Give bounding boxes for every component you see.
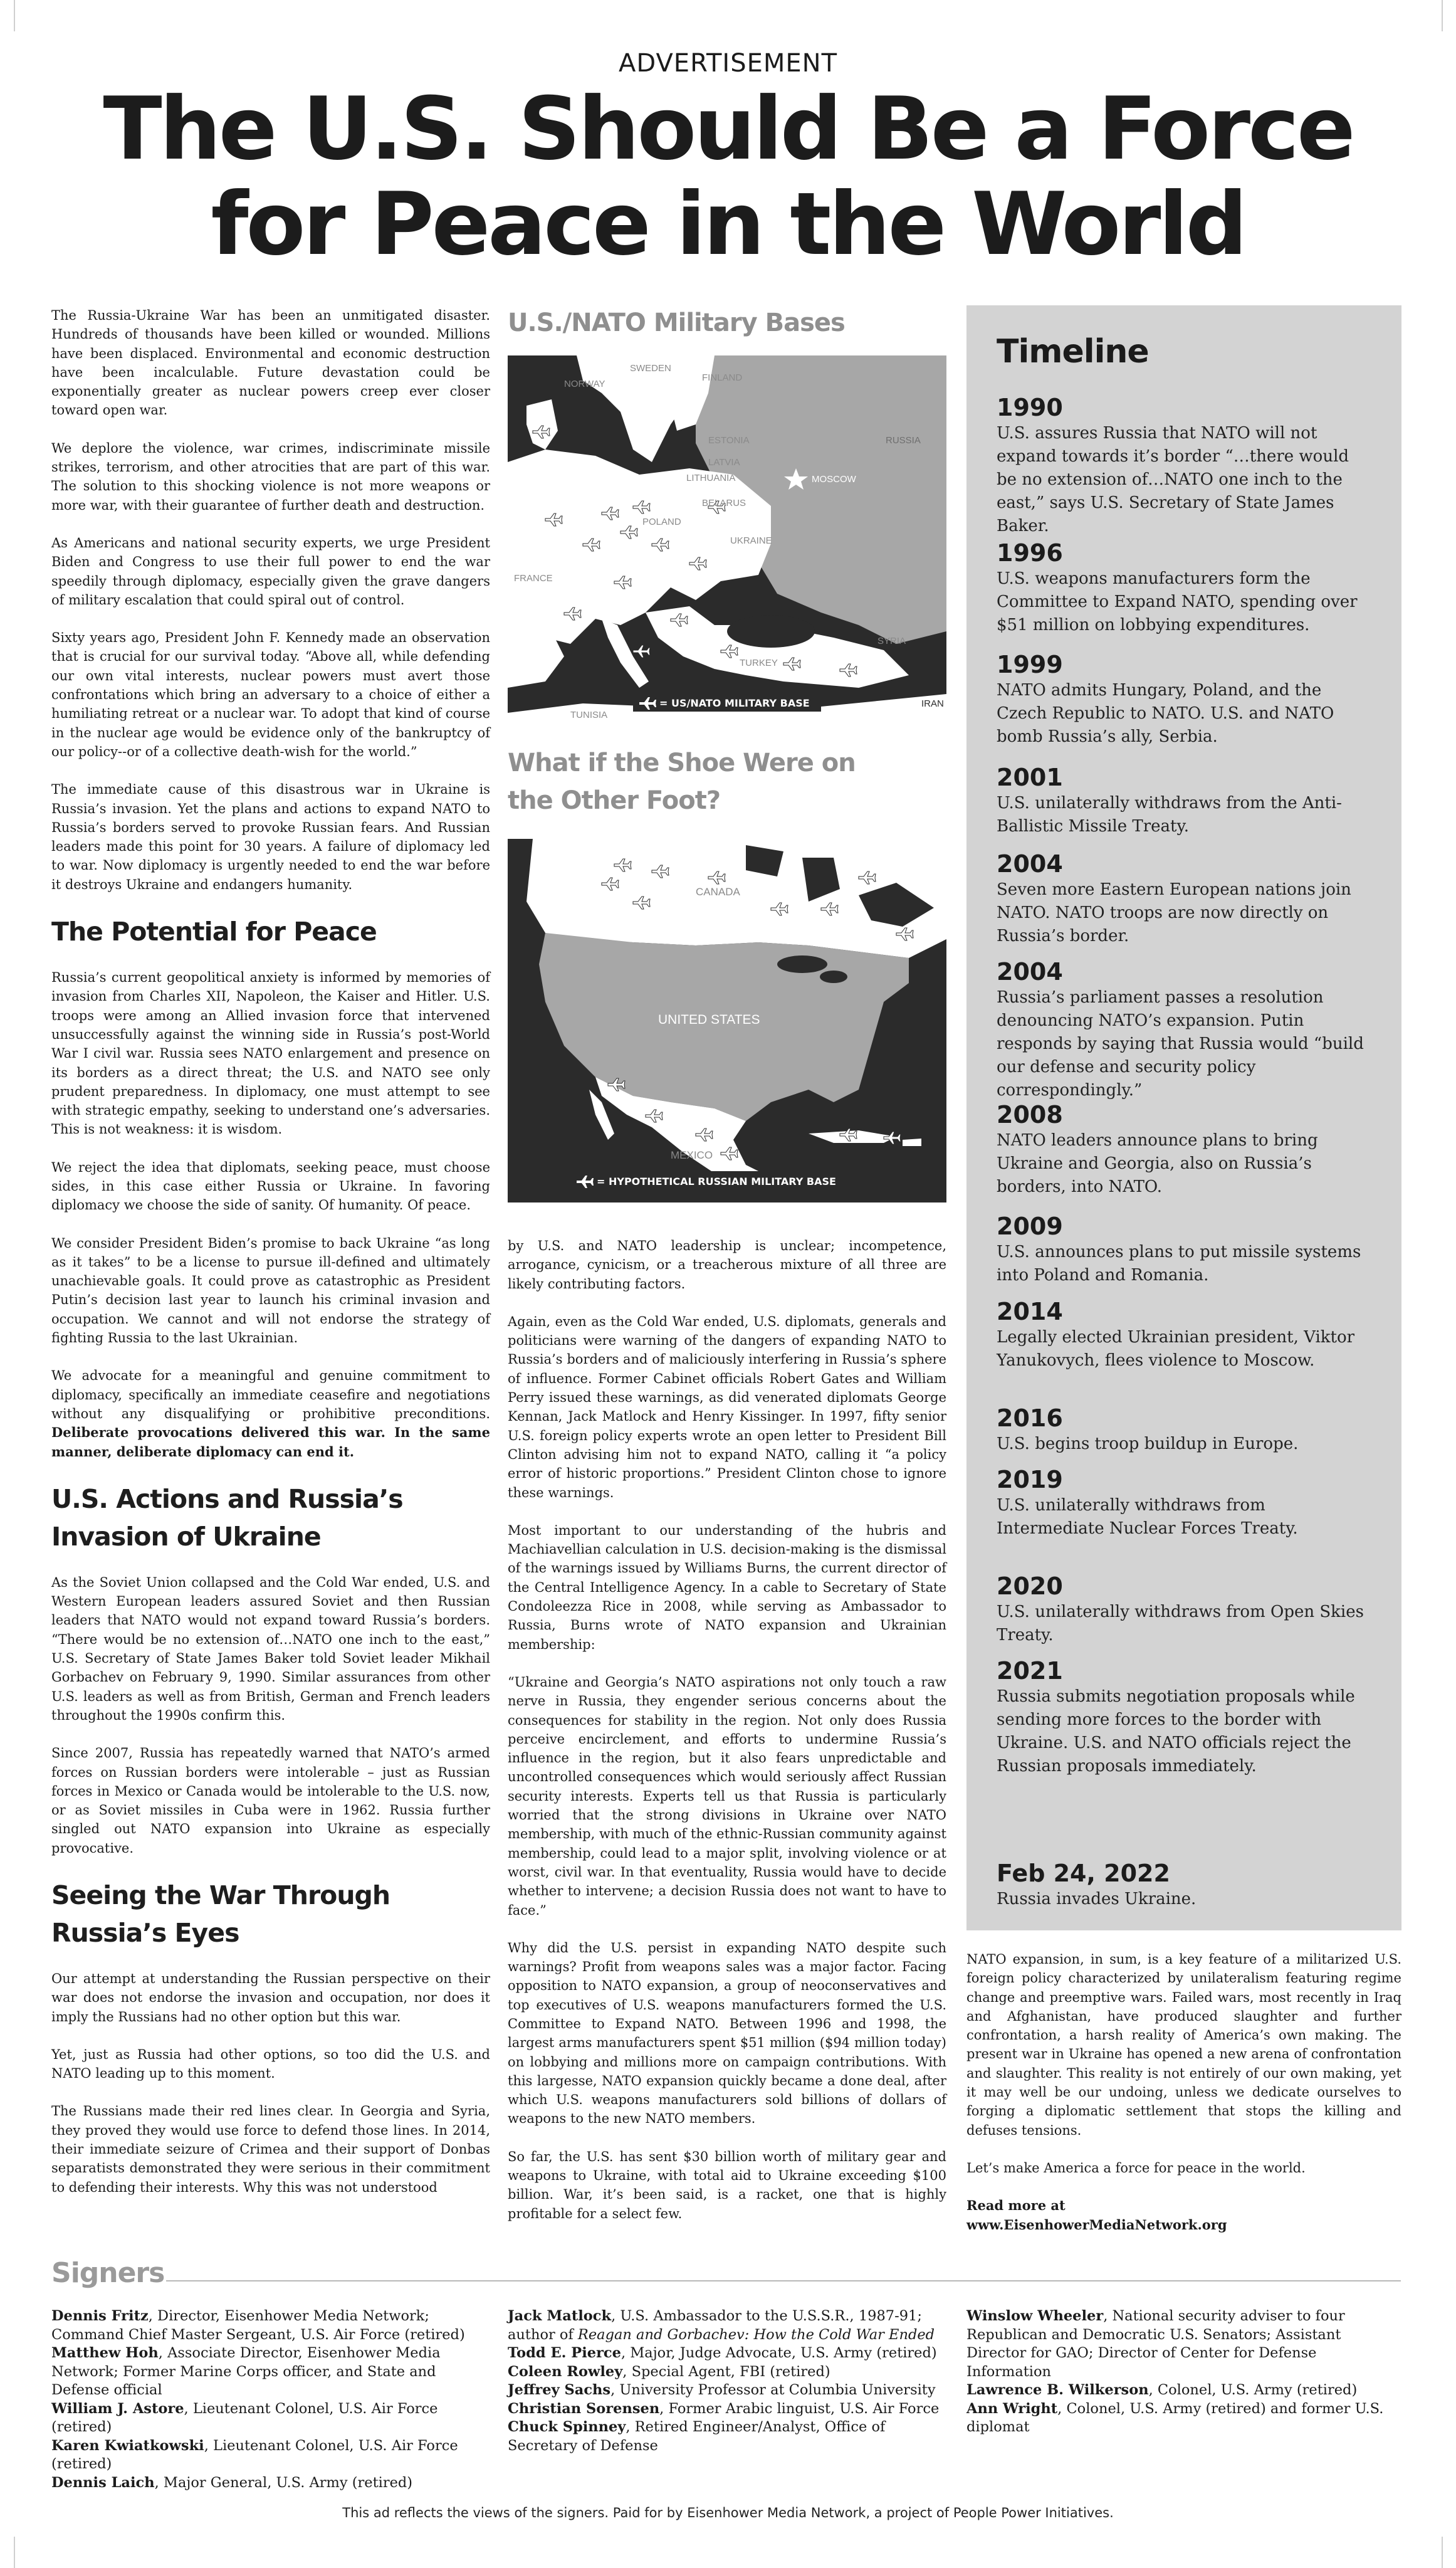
left-column bbox=[51, 306, 490, 2216]
map-label: ESTONIA bbox=[708, 435, 750, 446]
map-europe-nato-bases bbox=[508, 355, 946, 725]
middle-column bbox=[508, 1236, 946, 2242]
signer-name: Karen Kwiatkowski bbox=[51, 2437, 204, 2454]
timeline-year: 2001 bbox=[997, 764, 1063, 791]
headline-line-2: for Peace in the World bbox=[211, 174, 1245, 275]
signer-title: , Associate Director, Eisenhower Media Network; Former Marine Corps officer, and State and Defense official bbox=[51, 2345, 441, 2398]
signer-name: William J. Astore bbox=[51, 2400, 184, 2417]
timeline-year: 1999 bbox=[997, 651, 1063, 678]
timeline-item bbox=[997, 1212, 1373, 1287]
quote-paragraph: “Ukraine and Georgia’s NATO aspirations not only touch a raw nerve in Russia, they engender serious concerns about the consequences for stability in the region. Not only does Russia perceive encirclement, and efforts to undermine Russia’s influence in the region, but it also fears unpredictable and uncontrolled consequences which would seriously affect Russian security interests. Experts tell us that Russia is particularly worried that the strong divisions in Ukraine over NATO membership, with much of the ethnic-Russian community against membership, could lead to a major split, involving violence or at worst, civil war. In that eventuality, Russia would have to decide whether to intervene; a decision Russia does not want to have to face.” bbox=[508, 1674, 946, 1918]
body-paragraph: The immediate cause of this disastrous war in Ukraine is Russia’s invasion. Yet the plans and actions to expand NATO to Russia’s borders served to provoke Russian fears. And Russian leaders made this point for 30 years. A failure of diplomacy led to war. Now diplomacy is urgently needed to end the war before it destroys Ukraine and endangers humanity. bbox=[51, 782, 490, 892]
signer-title: , Major General, U.S. Army (retired) bbox=[154, 2474, 413, 2491]
signer-entry bbox=[51, 2344, 490, 2400]
timeline-text: U.S. weapons manufacturers form the Committee to Expand NATO, spending over $51 million on lobbying expenditures. bbox=[997, 569, 1358, 634]
body-paragraph: So far, the U.S. has sent $30 billion worth of military gear and weapons to Ukraine, with total aid to Ukraine exceeding $100 billion. War, it’s been said, is a racket, one that is highly profitable for a select few. bbox=[508, 2149, 946, 2221]
map-legend-text: = US/NATO MILITARY BASE bbox=[659, 697, 810, 709]
north-america-map-graphic bbox=[508, 839, 946, 1202]
timeline-year: 2019 bbox=[997, 1466, 1063, 1493]
signer-title: , Major, Judge Advocate, U.S. Army (retired) bbox=[621, 2345, 937, 2361]
body-paragraph: Russia’s current geopolitical anxiety is informed by memories of invasion from Charles XII, Napoleon, the Kaiser and Hitler. U.S. troops were among an Allied invasion force that intervened unsuccessfully against the winning side in Russia’s post-World War I civil war. Russia sees NATO enlargement and presence on its borders as a direct threat; the U.S. and NATO see only prudent preparedness. In diplomacy, one must attempt to see with strategic empathy, seeking to understand one’s adversaries. This is not weakness: it is wisdom. bbox=[51, 970, 490, 1137]
signer-name: Lawrence B. Wilkerson bbox=[966, 2382, 1149, 2398]
map-label: NORWAY bbox=[564, 379, 605, 389]
signer-name: Christian Sorensen bbox=[508, 2400, 660, 2417]
signer-name: Jeffrey Sachs bbox=[508, 2382, 611, 2398]
signer-name: Winslow Wheeler bbox=[966, 2308, 1104, 2324]
body-paragraph: Most important to our understanding of the hubris and Machiavellian calculation in U.S. decision-making is the dismissal of the warnings issued by Williams Burns, the current director of the Central Intelligence Agency. In a cable to Secretary of State Condoleezza Rice in 2008, while serving as Ambassador to Russia, Burns wrote of NATO expansion and Ukrainian membership: bbox=[508, 1522, 946, 1652]
signer-name: Dennis Fritz bbox=[51, 2308, 149, 2324]
timeline-item bbox=[997, 763, 1373, 838]
signer-entry bbox=[966, 2381, 1401, 2400]
timeline-year: 2016 bbox=[997, 1404, 1063, 1432]
signer-entry bbox=[508, 2400, 946, 2419]
bold-statement: Deliberate provocations delivered this war. In the same manner, deliberate diplomacy can end it. bbox=[51, 1424, 490, 1460]
body-paragraph: We deplore the violence, war crimes, indiscriminate missile strikes, terrorism, and other atrocities that are part of this war. The solution to this shocking violence is not more weapons or more war, with their guarantee of further death and destruction. bbox=[51, 440, 490, 513]
timeline-text: Russia’s parliament passes a resolution denouncing NATO’s expansion. Putin responds by saying that Russia would “build our defense and security policy correspondingly.” bbox=[997, 988, 1364, 1100]
signer-name: Dennis Laich bbox=[51, 2474, 155, 2491]
body-paragraph: Our attempt at understanding the Russian perspective on their war does not endorse the invasion and occupation, nor does it imply the Russians had no other option but this war. bbox=[51, 1971, 490, 2024]
timeline-year: 2014 bbox=[997, 1298, 1063, 1325]
signer-title: , Lieutenant Colonel, U.S. Air Force (retired) bbox=[51, 2400, 438, 2435]
timeline-text: Legally elected Ukrainian president, Viktor Yanukovych, flees violence to Moscow. bbox=[997, 1328, 1355, 1370]
read-more bbox=[966, 2196, 1401, 2234]
timeline-text: Russia invades Ukraine. bbox=[997, 1890, 1197, 1908]
signers-divider bbox=[166, 2280, 1401, 2281]
signer-name: Coleen Rowley bbox=[508, 2363, 623, 2380]
map-label: UKRAINE bbox=[730, 535, 772, 546]
timeline-year: 2008 bbox=[997, 1101, 1063, 1129]
signer-entry bbox=[51, 2437, 490, 2474]
body-paragraph: As the Soviet Union collapsed and the Cold War ended, U.S. and Western European leaders assured Soviet and then Russian leaders that NATO would not expand toward Russia’s borders. “There would be no extension of…NATO one inch to the east,” U.S. Secretary of State James Baker told Soviet leader Mikhail Gorbachev on February 9, 1990. Similar assurances from other U.S. leaders as well as from British, German and French leaders throughout the 1990s confirm this. bbox=[51, 1574, 490, 1723]
signer-entry bbox=[508, 2363, 946, 2382]
page-headline bbox=[0, 78, 1456, 275]
signer-entry bbox=[508, 2381, 946, 2400]
signer-name: Jack Matlock bbox=[508, 2308, 612, 2324]
signer-title: , Special Agent, FBI (retired) bbox=[622, 2363, 830, 2380]
signer-title: , Former Arabic linguist, U.S. Air Force bbox=[659, 2400, 940, 2417]
map-label: CANADA bbox=[696, 886, 740, 898]
timeline-year: 1996 bbox=[997, 539, 1063, 567]
footer-disclaimer: This ad reflects the views of the signers. Paid for by Eisenhower Media Network, a project of People Power Initiatives. bbox=[342, 2505, 1114, 2520]
website-link[interactable]: www.EisenhowerMediaNetwork.org bbox=[966, 2216, 1227, 2233]
right-column bbox=[966, 1950, 1401, 2253]
signer-name: Chuck Spinney bbox=[508, 2419, 626, 2435]
timeline-text: U.S. unilaterally withdraws from the Anti-Ballistic Missile Treaty. bbox=[997, 794, 1342, 836]
signer-title: , Colonel, U.S. Army (retired) bbox=[1148, 2382, 1358, 2398]
timeline-item bbox=[997, 1656, 1373, 1778]
signer-title: , National security adviser to four Republican and Democratic U.S. Senators; Assistant Director for GAO; Director of Center for Defense Information bbox=[966, 2308, 1345, 2380]
signer-entry bbox=[51, 2400, 490, 2437]
map-north-america-hypothetical bbox=[508, 839, 946, 1202]
map-label: IRAN bbox=[921, 698, 944, 709]
signers-heading: Signers bbox=[51, 2257, 165, 2289]
map-label: FRANCE bbox=[514, 573, 553, 584]
signer-entry bbox=[508, 2344, 946, 2363]
map-label: RUSSIA bbox=[886, 435, 921, 446]
book-title: Reagan and Gorbachev: How the Cold War Ended bbox=[577, 2326, 935, 2343]
signer-title: , Retired Engineer/Analyst, Office of Secretary of Defense bbox=[508, 2419, 886, 2454]
timeline-text: U.S. unilaterally withdraws from Open Skies Treaty. bbox=[997, 1602, 1364, 1644]
timeline-text: U.S. unilaterally withdraws from Intermediate Nuclear Forces Treaty. bbox=[997, 1496, 1298, 1538]
body-paragraph: The Russia-Ukraine War has been an unmitigated disaster. Hundreds of thousands have been killed or wounded. Millions have been displaced. Environmental and economic destruction have been incalculable. Future devastation could be exponentially greater as nuclear powers creep ever closer toward open war. bbox=[51, 308, 490, 418]
timeline-item bbox=[997, 1465, 1373, 1540]
timeline-item bbox=[997, 957, 1373, 1102]
section-heading-seeing: Seeing the War Through Russia’s Eyes bbox=[51, 1880, 390, 1948]
crop-mark-bottom-right bbox=[1442, 2537, 1443, 2568]
body-paragraph: We reject the idea that diplomats, seeking peace, must choose sides, in this case either Russia or Ukraine. In favoring diplomacy we choose the side of sanity. Of humanity. Of peace. bbox=[51, 1159, 490, 1213]
map-title-line-1: What if the Shoe Were on bbox=[508, 749, 856, 777]
body-paragraph: We consider President Biden’s promise to back Ukraine “as long as it takes” to be a license to pursue ill-defined and ultimately unachievable goals. It could prove as catastrophic as President Putin’s decision last year to launch his criminal invasion and occupation. We cannot and will not endorse the strategy of fighting Russia to the last Ukrainian. bbox=[51, 1235, 490, 1346]
signer-name: Todd E. Pierce bbox=[508, 2345, 621, 2361]
body-paragraph: Yet, just as Russia had other options, so too did the U.S. and NATO leading up to this moment. bbox=[51, 2046, 490, 2081]
map-title-other-foot bbox=[508, 744, 856, 819]
body-paragraph: Sixty years ago, President John F. Kennedy made an observation that is crucial for our survival today. “Above all, while defending our own vital interests, nuclear powers must avert those confrontations which bring an adversary to a choice of either a humiliating retreat or a nuclear war. To adopt that kind of course in the nuclear age would be evidence only of the bankruptcy of our policy--or of a collective death-wish for the world.” bbox=[51, 630, 490, 759]
timeline-item bbox=[997, 1404, 1373, 1456]
timeline-item bbox=[997, 393, 1373, 538]
timeline-item bbox=[997, 1859, 1373, 1911]
timeline-text: NATO leaders announce plans to bring Ukraine and Georgia, also on Russia’s borders, into NATO. bbox=[997, 1131, 1318, 1196]
timeline-item bbox=[997, 850, 1373, 948]
crop-mark-top-left bbox=[14, 0, 15, 31]
timeline-year: 2020 bbox=[997, 1572, 1063, 1600]
map-label: BELARUS bbox=[702, 498, 746, 508]
timeline-year: 2021 bbox=[997, 1657, 1063, 1685]
map-label: TUNISIA bbox=[570, 710, 608, 720]
section-heading-actions: U.S. Actions and Russia’s Invasion of Ukraine bbox=[51, 1483, 403, 1552]
map-label: POLAND bbox=[642, 517, 681, 527]
signer-entry bbox=[966, 2400, 1401, 2437]
body-paragraph: by U.S. and NATO leadership is unclear; incompetence, arrogance, cynicism, or a treacherous mixture of all three are likely contributing factors. bbox=[508, 1238, 946, 1292]
timeline-text: U.S. assures Russia that NATO will not expand towards it’s border “…there would be no extension of…NATO one inch to the east,” says U.S. Secretary of State James Baker. bbox=[997, 424, 1349, 535]
signer-title: , Colonel, U.S. Army (retired) and former U.S. diplomat bbox=[966, 2400, 1384, 2435]
timeline-year: 1990 bbox=[997, 394, 1063, 421]
timeline-item bbox=[997, 650, 1373, 749]
signer-title: , U.S. Ambassador to the U.S.S.R., 1987-91; author of bbox=[508, 2308, 922, 2343]
signer-title: , Lieutenant Colonel, U.S. Air Force (retired) bbox=[51, 2437, 458, 2472]
map-title-nato-bases: U.S./NATO Military Bases bbox=[508, 308, 845, 337]
body-paragraph: Since 2007, Russia has repeatedly warned that NATO’s armed forces on Russian borders were intolerable – just as Russian forces in Mexico or Canada would be intolerable to the U.S. now, or as Soviet missiles in Cuba were in 1962. Russia further singled out NATO expansion into Ukraine as especially provocative. bbox=[51, 1745, 490, 1856]
body-paragraph: Why did the U.S. persist in expanding NATO despite such warnings? Profit from weapons sales was a major factor. Facing opposition to NATO expansion, a group of neoconservatives and top executives of U.S. weapons manufacturers formed the U.S. Committee to Expand NATO. Between 1996 and 1998, the largest arms manufacturers spent $51 million ($94 million today) on lobbying and millions more on campaign contributions. With this largesse, NATO expansion quickly became a done deal, after which U.S. weapons manufacturers sold billions of dollars of weapons to the new NATO members. bbox=[508, 1940, 946, 2127]
timeline-year: 2004 bbox=[997, 958, 1063, 986]
map-label: LATVIA bbox=[708, 457, 740, 468]
timeline-text: U.S. announces plans to put missile systems into Poland and Romania. bbox=[997, 1243, 1361, 1285]
map-title-line-2: the Other Foot? bbox=[508, 786, 721, 815]
crop-mark-bottom-left bbox=[14, 2537, 15, 2568]
timeline-year: 2009 bbox=[997, 1213, 1063, 1240]
timeline-text: Seven more Eastern European nations join NATO. NATO troops are now directly on Russia’s border. bbox=[997, 880, 1351, 945]
timeline-title: Timeline bbox=[997, 333, 1149, 371]
signer-title: , Director, Eisenhower Media Network; Command Chief Master Sergeant, U.S. Air Force (retired) bbox=[51, 2308, 465, 2343]
signers-column-2 bbox=[508, 2307, 946, 2455]
map-label: FINLAND bbox=[702, 372, 743, 383]
signer-name: Ann Wright bbox=[966, 2400, 1058, 2417]
signer-title: , University Professor at Columbia University bbox=[610, 2382, 936, 2398]
map-label: TURKEY bbox=[740, 658, 778, 668]
read-more-label: Read more at bbox=[966, 2197, 1066, 2214]
timeline-year: 2004 bbox=[997, 850, 1063, 878]
timeline-box bbox=[966, 305, 1401, 1930]
headline-line-1: The U.S. Should Be a Force bbox=[103, 78, 1353, 179]
map-label: SYRIA bbox=[877, 636, 906, 646]
body-paragraph: NATO expansion, in sum, is a key feature of a militarized U.S. foreign policy characterized by unilateralism featuring regime change and preemptive wars. Failed wars, most recently in Iraq and Afghanistan, have produced slaughter and further confrontation, a harsh reality of America’s own making. The present war in Ukraine has opened a new arena of confrontation and slaughter. This reality is not entirely of our own making, yet it may well be our undoing, unless we dedicate ourselves to forging a diplomatic settlement that stops the killing and defuses tensions. bbox=[966, 1952, 1401, 2138]
crop-mark-top-right bbox=[1442, 0, 1443, 31]
timeline-text: Russia submits negotiation proposals while sending more forces to the border with Ukraine. U.S. and NATO officials reject the Russian proposals immediately. bbox=[997, 1687, 1355, 1776]
timeline-item bbox=[997, 1297, 1373, 1372]
europe-map-graphic bbox=[508, 355, 946, 725]
map-label: MEXICO bbox=[671, 1149, 713, 1161]
map-label: UNITED STATES bbox=[658, 1013, 760, 1027]
paragraph-text: We advocate for a meaningful and genuine commitment to diplomacy, specifically an immediate ceasefire and negotiations without any disqualifying or prohibitive preconditions. bbox=[51, 1368, 490, 1421]
map-label: SWEDEN bbox=[630, 363, 671, 374]
timeline-text: U.S. begins troop buildup in Europe. bbox=[997, 1434, 1299, 1453]
body-paragraph: The Russians made their red lines clear. In Georgia and Syria, they proved they would use force to defend those lines. In 2014, their immediate seizure of Crimea and their support of Donbas separatists demonstrated they were serious in their commitment to defending their interests. Why this was not understood bbox=[51, 2103, 490, 2195]
body-paragraph: Again, even as the Cold War ended, U.S. diplomats, generals and politicians were warning of the dangers of expanding NATO to Russia’s borders and of maliciously interfering in Russia’s sphere of influence. Former Cabinet officials Robert Gates and William Perry issued these warnings, as did venerated diplomats George Kennan, Jack Matlock and Henry Kissinger. In 1997, fifty senior U.S. foreign policy experts wrote an open letter to President Bill Clinton advising him not to expand NATO, calling it “a policy error of historic proportions.” President Clinton chose to ignore these warnings. bbox=[508, 1313, 946, 1500]
body-paragraph: Let’s make America a force for peace in the world. bbox=[966, 2160, 1306, 2176]
body-paragraph: As Americans and national security experts, we urge President Biden and Congress to use their full power to end the war speedily through diplomacy, especially given the grave dangers of military escalation that could spiral out of control. bbox=[51, 535, 490, 608]
signer-entry bbox=[508, 2418, 946, 2455]
timeline-text: NATO admits Hungary, Poland, and the Czech Republic to NATO. U.S. and NATO bomb Russia’s ally, Serbia. bbox=[997, 681, 1334, 746]
map-label: LITHUANIA bbox=[686, 473, 736, 483]
map-label: MOSCOW bbox=[812, 474, 856, 485]
timeline-item bbox=[997, 539, 1373, 637]
timeline-year: Feb 24, 2022 bbox=[997, 1860, 1170, 1887]
signer-entry bbox=[51, 2474, 490, 2493]
signer-name: Matthew Hoh bbox=[51, 2345, 159, 2361]
signer-entry bbox=[508, 2307, 946, 2344]
timeline-item bbox=[997, 1572, 1373, 1647]
body-paragraph bbox=[51, 1366, 490, 1461]
signer-entry bbox=[51, 2307, 490, 2344]
signers-column-3 bbox=[966, 2307, 1401, 2437]
advertisement-label: ADVERTISEMENT bbox=[618, 49, 837, 78]
signers-column-1 bbox=[51, 2307, 490, 2492]
signer-entry bbox=[966, 2307, 1401, 2381]
map-legend-text: = HYPOTHETICAL RUSSIAN MILITARY BASE bbox=[597, 1176, 836, 1187]
section-heading-potential: The Potential for Peace bbox=[51, 917, 377, 947]
timeline-item bbox=[997, 1100, 1373, 1199]
